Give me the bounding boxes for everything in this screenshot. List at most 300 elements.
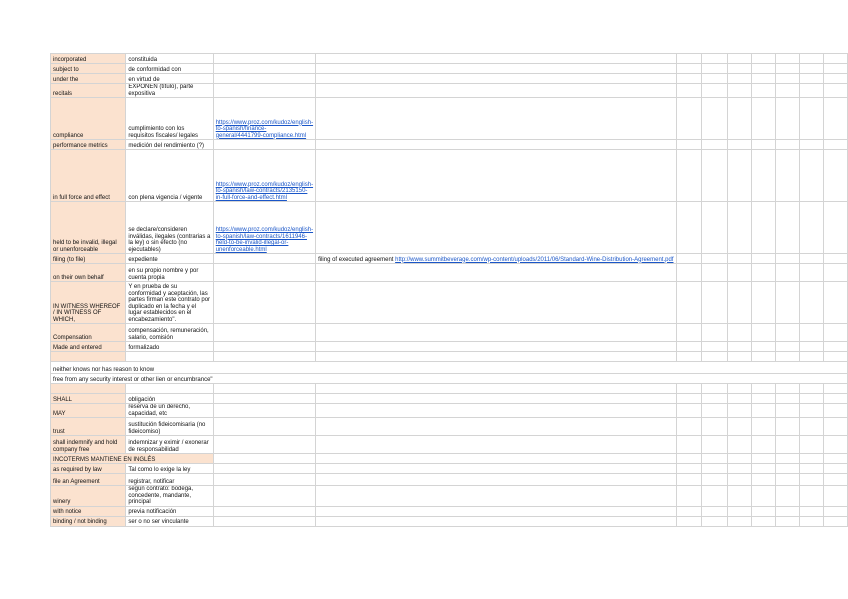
empty-cell[interactable] <box>751 384 775 394</box>
empty-cell[interactable] <box>702 404 728 418</box>
table-row <box>51 74 848 84</box>
empty-cell[interactable] <box>676 324 702 342</box>
empty-cell[interactable] <box>676 342 702 352</box>
empty-cell[interactable] <box>751 150 775 202</box>
empty-cell[interactable] <box>316 516 676 526</box>
empty-cell[interactable] <box>727 486 751 507</box>
empty-cell[interactable] <box>727 516 751 526</box>
empty-cell[interactable] <box>775 474 799 486</box>
empty-cell[interactable] <box>727 418 751 436</box>
term-cell[interactable]: trust <box>51 418 126 436</box>
empty-cell[interactable] <box>702 98 728 140</box>
empty-cell[interactable] <box>775 150 799 202</box>
empty-cell[interactable] <box>676 84 702 98</box>
empty-cell[interactable] <box>799 74 823 84</box>
empty-cell[interactable] <box>799 282 823 324</box>
translation-cell[interactable]: en su propio nombre y por cuenta propia <box>126 264 213 282</box>
empty-cell[interactable] <box>316 384 676 394</box>
translation-cell[interactable]: de conformidad con <box>126 64 213 74</box>
empty-cell[interactable] <box>799 436 823 454</box>
reference-link-cell[interactable] <box>213 254 315 264</box>
reference-link-cell[interactable] <box>213 64 315 74</box>
empty-cell[interactable] <box>775 342 799 352</box>
empty-cell[interactable] <box>727 342 751 352</box>
empty-cell[interactable] <box>316 74 676 84</box>
empty-cell[interactable] <box>727 474 751 486</box>
empty-cell[interactable] <box>823 436 847 454</box>
reference-link-cell[interactable] <box>213 352 315 362</box>
empty-cell[interactable] <box>775 486 799 507</box>
empty-cell[interactable] <box>751 202 775 254</box>
translation-cell[interactable]: EXPONEN (título), parte expositiva <box>126 84 213 98</box>
empty-cell[interactable] <box>799 454 823 464</box>
empty-cell[interactable] <box>676 140 702 150</box>
term-cell[interactable]: shall indemnify and hold company free <box>51 436 126 454</box>
empty-cell[interactable] <box>213 454 315 464</box>
table-row <box>51 506 848 516</box>
empty-cell[interactable] <box>823 324 847 342</box>
translation-cell[interactable]: ser o no ser vinculante <box>126 516 213 526</box>
empty-cell[interactable] <box>799 264 823 282</box>
empty-cell[interactable] <box>702 506 728 516</box>
term-cell[interactable]: recitals <box>51 84 126 98</box>
empty-cell[interactable] <box>799 474 823 486</box>
empty-cell[interactable] <box>316 352 676 362</box>
translation-cell[interactable]: sustitución fideicomisaria (no fideicomiso) <box>126 418 213 436</box>
term-cell[interactable]: as required by law <box>51 464 126 474</box>
reference-link-cell[interactable] <box>213 98 315 140</box>
empty-cell[interactable] <box>676 516 702 526</box>
empty-cell[interactable] <box>775 464 799 474</box>
empty-cell[interactable] <box>775 384 799 394</box>
empty-cell[interactable] <box>751 84 775 98</box>
empty-cell[interactable] <box>727 506 751 516</box>
empty-cell[interactable] <box>676 254 702 264</box>
empty-cell[interactable] <box>799 150 823 202</box>
empty-cell[interactable] <box>775 454 799 464</box>
empty-cell[interactable] <box>316 418 676 436</box>
empty-cell[interactable] <box>727 404 751 418</box>
translation-cell[interactable]: se declare/consideren inválidas, ilegales (contrarias a la ley) o sin efecto (no ejecutables) <box>126 202 213 254</box>
empty-cell[interactable] <box>775 264 799 282</box>
empty-cell[interactable] <box>751 516 775 526</box>
term-cell[interactable]: compliance <box>51 98 126 140</box>
empty-cell[interactable] <box>676 474 702 486</box>
empty-cell[interactable] <box>316 64 676 74</box>
term-cell[interactable]: neither knows nor has reason to know <box>51 362 848 374</box>
reference-link-cell[interactable] <box>213 384 315 394</box>
empty-cell[interactable] <box>702 436 728 454</box>
table-row <box>51 282 848 324</box>
translation-cell[interactable]: con plena vigencia / vigente <box>126 150 213 202</box>
empty-cell[interactable] <box>676 264 702 282</box>
empty-cell[interactable] <box>751 324 775 342</box>
term-cell[interactable]: IN WITNESS WHEREOF / IN WITNESS OF WHICH, <box>51 282 126 324</box>
empty-cell[interactable] <box>751 54 775 64</box>
term-cell[interactable]: with notice <box>51 506 126 516</box>
empty-cell[interactable] <box>676 394 702 404</box>
empty-cell[interactable] <box>775 436 799 454</box>
empty-cell[interactable] <box>316 54 676 64</box>
empty-cell[interactable] <box>702 264 728 282</box>
empty-cell[interactable] <box>799 202 823 254</box>
table-row <box>51 418 848 436</box>
empty-cell[interactable] <box>799 352 823 362</box>
empty-cell[interactable] <box>823 404 847 418</box>
empty-cell[interactable] <box>799 516 823 526</box>
empty-cell[interactable] <box>799 404 823 418</box>
empty-cell[interactable] <box>676 74 702 84</box>
reference-link-cell[interactable] <box>213 464 315 474</box>
term-cell[interactable]: INCOTERMS MANTIENE EN INGLÉS <box>51 454 214 464</box>
reference-link-cell[interactable] <box>213 264 315 282</box>
empty-cell[interactable] <box>823 516 847 526</box>
empty-cell[interactable] <box>702 74 728 84</box>
empty-cell[interactable] <box>751 254 775 264</box>
translation-cell[interactable]: medición del rendimiento (?) <box>126 140 213 150</box>
empty-cell[interactable] <box>676 404 702 418</box>
table-row <box>51 486 848 507</box>
empty-cell[interactable] <box>751 486 775 507</box>
table-row <box>51 64 848 74</box>
empty-cell[interactable] <box>727 324 751 342</box>
translation-cell[interactable]: reserva de un derecho, capacidad, etc <box>126 404 213 418</box>
empty-cell[interactable] <box>823 74 847 84</box>
empty-cell[interactable] <box>823 418 847 436</box>
empty-cell[interactable] <box>316 202 676 254</box>
reference-link-cell[interactable] <box>213 140 315 150</box>
empty-cell[interactable] <box>799 394 823 404</box>
table-row <box>51 202 848 254</box>
empty-cell[interactable] <box>702 64 728 74</box>
empty-cell[interactable] <box>799 84 823 98</box>
empty-cell[interactable] <box>316 454 676 464</box>
term-cell[interactable]: binding / not binding <box>51 516 126 526</box>
reference-link-cell[interactable] <box>213 342 315 352</box>
empty-cell[interactable] <box>702 254 728 264</box>
empty-cell[interactable] <box>799 506 823 516</box>
empty-cell[interactable] <box>727 254 751 264</box>
empty-cell[interactable] <box>702 150 728 202</box>
empty-cell[interactable] <box>676 464 702 474</box>
reference-link-cell[interactable] <box>213 506 315 516</box>
translation-cell[interactable]: Tal como lo exige la ley <box>126 464 213 474</box>
empty-cell[interactable] <box>823 342 847 352</box>
empty-cell[interactable] <box>775 54 799 64</box>
reference-link-cell[interactable] <box>213 436 315 454</box>
empty-cell[interactable] <box>676 64 702 74</box>
empty-cell[interactable] <box>775 64 799 74</box>
empty-cell[interactable] <box>702 140 728 150</box>
empty-cell[interactable] <box>702 84 728 98</box>
empty-cell[interactable] <box>823 264 847 282</box>
empty-cell[interactable] <box>676 202 702 254</box>
empty-cell[interactable] <box>751 418 775 436</box>
term-cell[interactable]: free from any security interest or other lien or encumbrance" <box>51 374 848 384</box>
empty-cell[interactable] <box>727 98 751 140</box>
empty-cell[interactable] <box>676 418 702 436</box>
empty-cell[interactable] <box>799 486 823 507</box>
empty-cell[interactable] <box>316 324 676 342</box>
empty-cell[interactable] <box>775 84 799 98</box>
empty-cell[interactable] <box>702 486 728 507</box>
empty-cell[interactable] <box>316 342 676 352</box>
empty-cell[interactable] <box>823 282 847 324</box>
empty-cell[interactable] <box>727 64 751 74</box>
empty-cell[interactable] <box>316 84 676 98</box>
reference-link[interactable]: https://www.proz.com/kudoz/english-to-spanish/finance-general/4441799-compliance.html <box>215 119 314 139</box>
empty-cell[interactable] <box>823 54 847 64</box>
table-row <box>51 324 848 342</box>
empty-cell[interactable] <box>702 54 728 64</box>
empty-cell[interactable] <box>751 474 775 486</box>
empty-cell[interactable] <box>799 64 823 74</box>
empty-cell[interactable] <box>316 464 676 474</box>
empty-cell[interactable] <box>702 454 728 464</box>
translation-cell[interactable]: formalizado <box>126 342 213 352</box>
empty-cell[interactable] <box>316 394 676 404</box>
empty-cell[interactable] <box>823 394 847 404</box>
spreadsheet <box>50 53 848 527</box>
term-cell[interactable]: Made and entered <box>51 342 126 352</box>
empty-cell[interactable] <box>727 54 751 64</box>
table-row <box>51 362 848 374</box>
empty-cell[interactable] <box>702 282 728 324</box>
empty-cell[interactable] <box>823 84 847 98</box>
term-cell[interactable]: subject to <box>51 64 126 74</box>
empty-cell[interactable] <box>775 98 799 140</box>
empty-cell[interactable] <box>727 140 751 150</box>
empty-cell[interactable] <box>751 352 775 362</box>
term-cell[interactable] <box>51 384 126 394</box>
empty-cell[interactable] <box>823 506 847 516</box>
empty-cell[interactable] <box>799 254 823 264</box>
translation-cell[interactable]: obligación <box>126 394 213 404</box>
translation-cell[interactable]: compensación, remuneración, salario, comisión <box>126 324 213 342</box>
agreement-link[interactable]: http://www.summitbeverage.com/wp-content/uploads/2011/06/Standard-Wine-Distribution-Agreement.pdf <box>395 256 674 263</box>
empty-cell[interactable] <box>823 464 847 474</box>
empty-cell[interactable] <box>316 282 676 324</box>
empty-cell[interactable] <box>799 54 823 64</box>
note-cell[interactable] <box>316 254 676 264</box>
term-cell[interactable]: incorporated <box>51 54 126 64</box>
empty-cell[interactable] <box>727 384 751 394</box>
reference-link-cell[interactable] <box>213 474 315 486</box>
empty-cell[interactable] <box>775 506 799 516</box>
empty-cell[interactable] <box>676 384 702 394</box>
empty-cell[interactable] <box>676 486 702 507</box>
empty-cell[interactable] <box>751 98 775 140</box>
empty-cell[interactable] <box>751 506 775 516</box>
translation-cell[interactable]: registrar, notificar <box>126 474 213 486</box>
reference-link-cell[interactable] <box>213 324 315 342</box>
translation-cell[interactable]: expediente <box>126 254 213 264</box>
empty-cell[interactable] <box>702 342 728 352</box>
empty-cell[interactable] <box>676 98 702 140</box>
empty-cell[interactable] <box>727 264 751 282</box>
glossary-table <box>50 53 848 527</box>
empty-cell[interactable] <box>702 352 728 362</box>
empty-cell[interactable] <box>316 140 676 150</box>
empty-cell[interactable] <box>727 202 751 254</box>
empty-cell[interactable] <box>823 384 847 394</box>
table-row <box>51 436 848 454</box>
empty-cell[interactable] <box>799 324 823 342</box>
empty-cell[interactable] <box>676 436 702 454</box>
empty-cell[interactable] <box>799 464 823 474</box>
empty-cell[interactable] <box>676 54 702 64</box>
empty-cell[interactable] <box>775 352 799 362</box>
empty-cell[interactable] <box>775 394 799 404</box>
empty-cell[interactable] <box>676 282 702 324</box>
empty-cell[interactable] <box>823 352 847 362</box>
empty-cell[interactable] <box>751 394 775 404</box>
translation-cell[interactable]: Y en prueba de su conformidad y aceptación, las partes firman este contrato por duplicado en la fecha y el lugar establecidos en el encabezamiento". <box>126 282 213 324</box>
empty-cell[interactable] <box>751 454 775 464</box>
empty-cell[interactable] <box>727 352 751 362</box>
empty-cell[interactable] <box>823 486 847 507</box>
empty-cell[interactable] <box>775 282 799 324</box>
empty-cell[interactable] <box>727 454 751 464</box>
empty-cell[interactable] <box>316 98 676 140</box>
translation-cell[interactable] <box>126 352 213 362</box>
term-cell[interactable]: performance metrics <box>51 140 126 150</box>
term-cell[interactable]: held to be invalid, illegal or unenforceable <box>51 202 126 254</box>
empty-cell[interactable] <box>799 140 823 150</box>
empty-cell[interactable] <box>775 74 799 84</box>
reference-link-cell[interactable] <box>213 84 315 98</box>
empty-cell[interactable] <box>775 324 799 342</box>
table-row <box>51 98 848 140</box>
term-cell[interactable]: under the <box>51 74 126 84</box>
empty-cell[interactable] <box>799 418 823 436</box>
translation-cell[interactable]: cumplimiento con los requisitos fiscales/ legales <box>126 98 213 140</box>
term-cell[interactable]: on their own behalf <box>51 264 126 282</box>
empty-cell[interactable] <box>316 474 676 486</box>
reference-link-cell[interactable] <box>213 418 315 436</box>
empty-cell[interactable] <box>823 98 847 140</box>
empty-cell[interactable] <box>823 202 847 254</box>
table-row <box>51 374 848 384</box>
reference-link-cell[interactable] <box>213 394 315 404</box>
translation-cell[interactable]: constituida <box>126 54 213 64</box>
empty-cell[interactable] <box>799 342 823 352</box>
empty-cell[interactable] <box>316 506 676 516</box>
empty-cell[interactable] <box>751 436 775 454</box>
empty-cell[interactable] <box>316 264 676 282</box>
empty-cell[interactable] <box>799 98 823 140</box>
term-cell[interactable]: filing (to file) <box>51 254 126 264</box>
reference-link-cell[interactable] <box>213 202 315 254</box>
translation-cell[interactable]: indemnizar y eximir / exonerar de responsabilidad <box>126 436 213 454</box>
table-row <box>51 54 848 64</box>
empty-cell[interactable] <box>751 404 775 418</box>
empty-cell[interactable] <box>727 84 751 98</box>
empty-cell[interactable] <box>823 64 847 74</box>
translation-cell[interactable]: en virtud de <box>126 74 213 84</box>
empty-cell[interactable] <box>727 74 751 84</box>
empty-cell[interactable] <box>823 454 847 464</box>
term-cell[interactable]: winery <box>51 486 126 507</box>
term-cell[interactable]: SHALL <box>51 394 126 404</box>
empty-cell[interactable] <box>751 74 775 84</box>
empty-cell[interactable] <box>775 404 799 418</box>
empty-cell[interactable] <box>316 150 676 202</box>
empty-cell[interactable] <box>316 436 676 454</box>
empty-cell[interactable] <box>676 506 702 516</box>
reference-link-cell[interactable] <box>213 150 315 202</box>
empty-cell[interactable] <box>727 150 751 202</box>
translation-cell[interactable]: según contrato: bodega, concedente, mandante, principal <box>126 486 213 507</box>
translation-cell[interactable]: previa notificación <box>126 506 213 516</box>
empty-cell[interactable] <box>727 282 751 324</box>
reference-link-cell[interactable] <box>213 486 315 507</box>
term-cell[interactable] <box>51 352 126 362</box>
empty-cell[interactable] <box>751 64 775 74</box>
reference-link-cell[interactable] <box>213 74 315 84</box>
term-cell[interactable]: Compensation <box>51 324 126 342</box>
empty-cell[interactable] <box>775 516 799 526</box>
empty-cell[interactable] <box>702 464 728 474</box>
empty-cell[interactable] <box>823 140 847 150</box>
empty-cell[interactable] <box>775 140 799 150</box>
empty-cell[interactable] <box>316 404 676 418</box>
empty-cell[interactable] <box>676 150 702 202</box>
empty-cell[interactable] <box>751 140 775 150</box>
empty-cell[interactable] <box>823 474 847 486</box>
empty-cell[interactable] <box>751 264 775 282</box>
empty-cell[interactable] <box>775 418 799 436</box>
empty-cell[interactable] <box>823 254 847 264</box>
reference-link-cell[interactable] <box>213 516 315 526</box>
empty-cell[interactable] <box>823 150 847 202</box>
reference-link[interactable]: https://www.proz.com/kudoz/english-to-spanish/law-contracts/1611946-held-to-be-invalid-illegal-or-unenforceable.html <box>215 227 314 253</box>
empty-cell[interactable] <box>702 418 728 436</box>
empty-cell[interactable] <box>702 202 728 254</box>
empty-cell[interactable] <box>676 352 702 362</box>
translation-cell[interactable] <box>126 384 213 394</box>
reference-link-cell[interactable] <box>213 54 315 64</box>
empty-cell[interactable] <box>727 436 751 454</box>
reference-link[interactable]: https://www.proz.com/kudoz/english-to-spanish/law-contracts/2135150-in-full-force-and-effect.html <box>215 181 314 201</box>
table-row <box>51 474 848 486</box>
empty-cell[interactable] <box>799 384 823 394</box>
term-cell[interactable]: MAY <box>51 404 126 418</box>
empty-cell[interactable] <box>727 394 751 404</box>
empty-cell[interactable] <box>702 474 728 486</box>
empty-cell[interactable] <box>775 202 799 254</box>
empty-cell[interactable] <box>702 516 728 526</box>
empty-cell[interactable] <box>727 464 751 474</box>
empty-cell[interactable] <box>316 486 676 507</box>
empty-cell[interactable] <box>702 394 728 404</box>
reference-link-cell[interactable] <box>213 404 315 418</box>
term-cell[interactable]: file an Agreement <box>51 474 126 486</box>
empty-cell[interactable] <box>775 254 799 264</box>
empty-cell[interactable] <box>751 342 775 352</box>
table-row <box>51 384 848 394</box>
empty-cell[interactable] <box>676 454 702 464</box>
empty-cell[interactable] <box>702 384 728 394</box>
table-row <box>51 84 848 98</box>
empty-cell[interactable] <box>751 282 775 324</box>
empty-cell[interactable] <box>751 464 775 474</box>
term-cell[interactable]: in full force and effect <box>51 150 126 202</box>
table-row <box>51 264 848 282</box>
empty-cell[interactable] <box>702 324 728 342</box>
table-row <box>51 352 848 362</box>
reference-link-cell[interactable] <box>213 282 315 324</box>
